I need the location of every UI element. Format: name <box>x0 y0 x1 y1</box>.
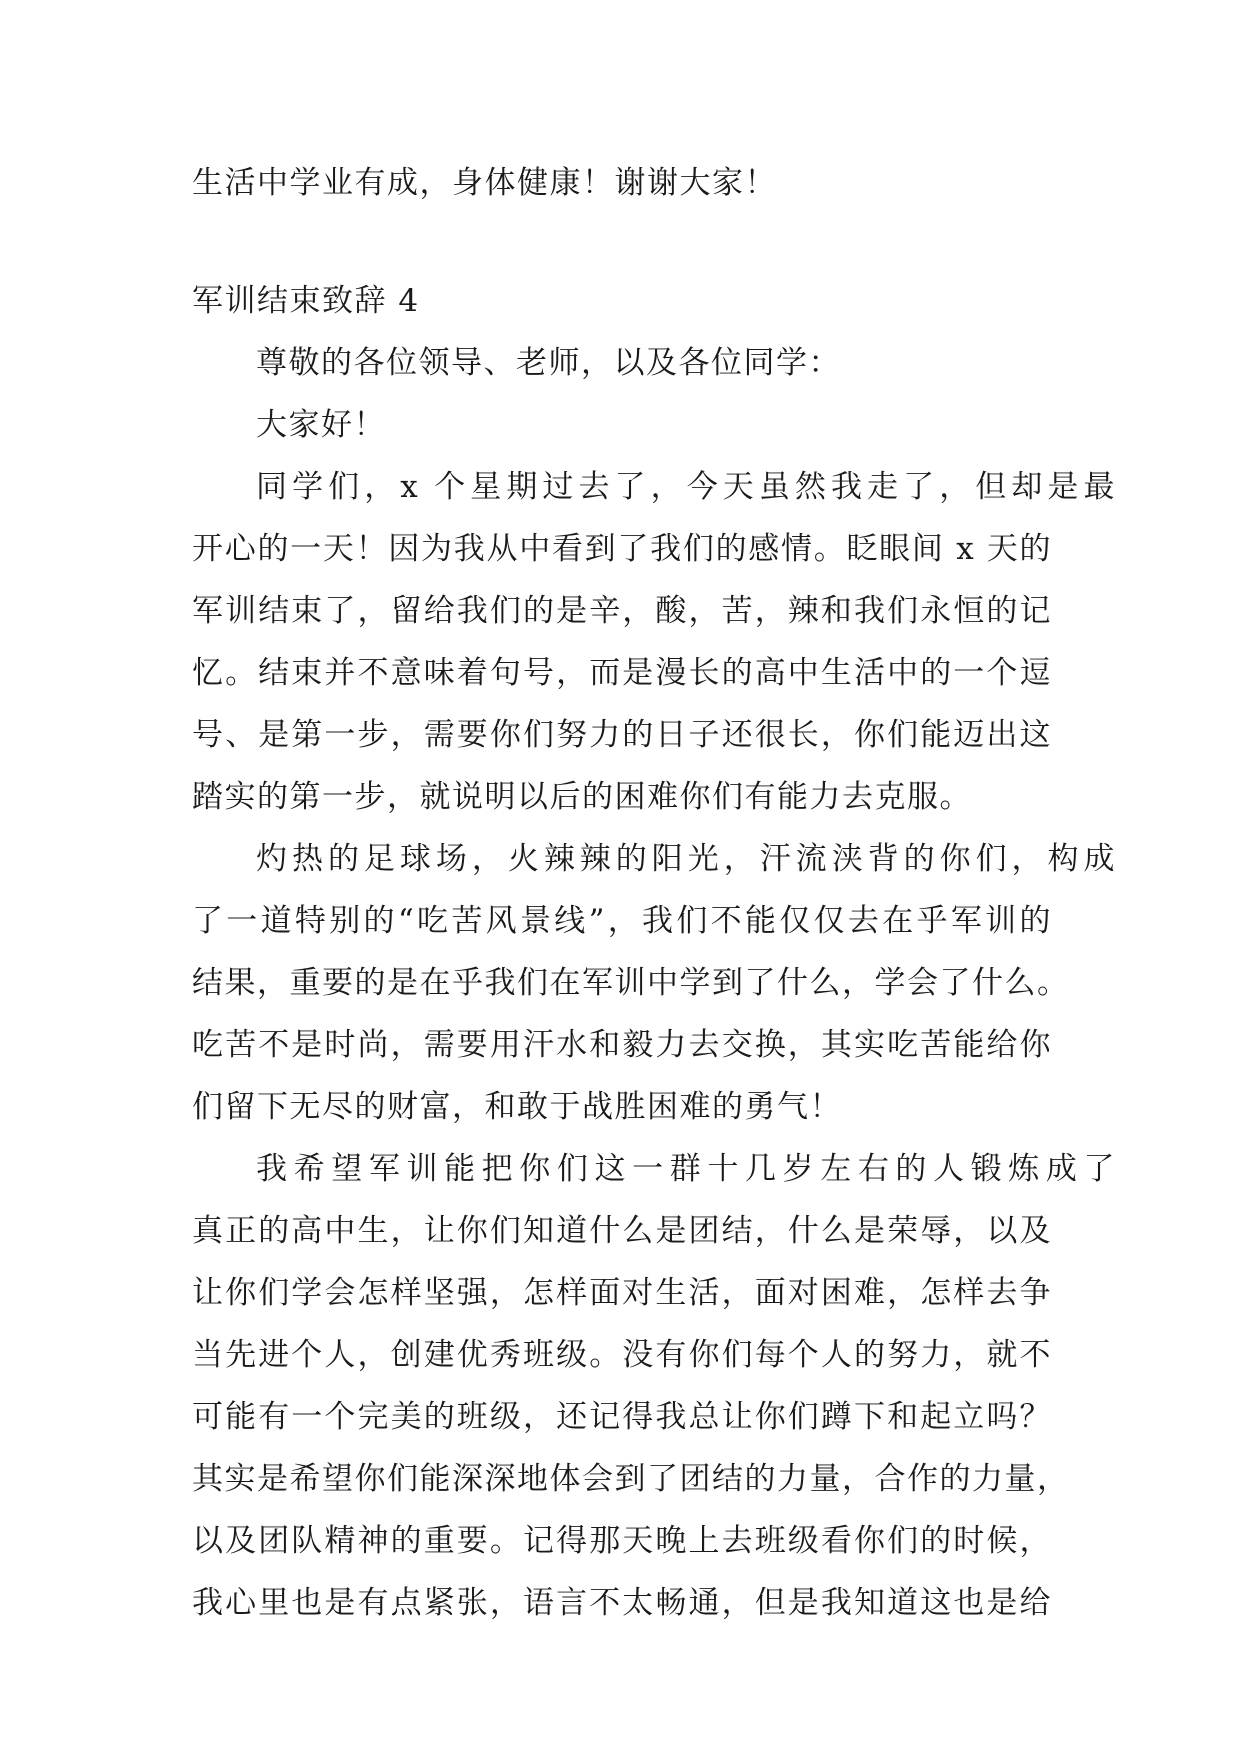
paragraph-line: 以及团队精神的重要。记得那天晚上去班级看你们的时候， <box>192 1523 1052 1559</box>
paragraph-line: 灼热的足球场，火辣辣的阳光，汗流浃背的你们，构成 <box>256 841 1116 877</box>
paragraph-line: 其实是希望你们能深深地体会到了团结的力量，合作的力量， <box>192 1461 1070 1497</box>
paragraph-line: 同学们，x 个星期过去了，今天虽然我走了，但却是最 <box>256 469 1116 505</box>
greeting: 大家好！ <box>256 407 386 443</box>
paragraph-line: 吃苦不是时尚，需要用汗水和毅力去交换，其实吃苦能给你 <box>192 1027 1052 1063</box>
speech-block <box>192 270 1116 1634</box>
paragraph-line: 让你们学会怎样坚强，怎样面对生活，面对困难，怎样去争 <box>192 1275 1052 1311</box>
paragraph-line: 军训结束了，留给我们的是辛，酸，苦，辣和我们永恒的记 <box>192 593 1052 629</box>
paragraph-line: 可能有一个完美的班级，还记得我总让你们蹲下和起立吗？ <box>192 1399 1052 1435</box>
paragraph-line: 踏实的第一步，就说明以后的困难你们有能力去克服。 <box>192 779 972 815</box>
paragraph-line: 当先进个人，创建优秀班级。没有你们每个人的努力，就不 <box>192 1337 1052 1373</box>
paragraph-line: 号、是第一步，需要你们努力的日子还很长，你们能迈出这 <box>192 717 1052 753</box>
paragraph-line: 们留下无尽的财富，和敢于战胜困难的勇气！ <box>192 1089 842 1125</box>
paragraph-line: 结果，重要的是在乎我们在军训中学到了什么，学会了什么。 <box>192 965 1070 1001</box>
paragraph-line: 了一道特别的“吃苦风景线”，我们不能仅仅去在乎军训的 <box>192 903 1052 939</box>
speech-heading: 军训结束致辞 4 <box>192 283 420 319</box>
paragraph-3 <box>192 1138 1116 1634</box>
paragraph-line: 我希望军训能把你们这一群十几岁左右的人锻炼成了 <box>256 1151 1116 1187</box>
paragraph-line: 开心的一天！因为我从中看到了我们的感情。眨眼间 x 天的 <box>192 531 1052 567</box>
paragraph-2 <box>192 828 1116 1138</box>
paragraph-line: 忆。结束并不意味着句号，而是漫长的高中生活中的一个逗 <box>192 655 1052 691</box>
closing-line: 生活中学业有成，身体健康！谢谢大家！ <box>192 165 777 201</box>
closing-line-block <box>192 152 1052 214</box>
paragraph-1 <box>192 456 1116 828</box>
salutation: 尊敬的各位领导、老师，以及各位同学： <box>256 345 841 381</box>
paragraph-line: 我心里也是有点紧张，语言不太畅通，但是我知道这也是给 <box>192 1585 1052 1621</box>
paragraph-line: 真正的高中生，让你们知道什么是团结，什么是荣辱，以及 <box>192 1213 1052 1249</box>
